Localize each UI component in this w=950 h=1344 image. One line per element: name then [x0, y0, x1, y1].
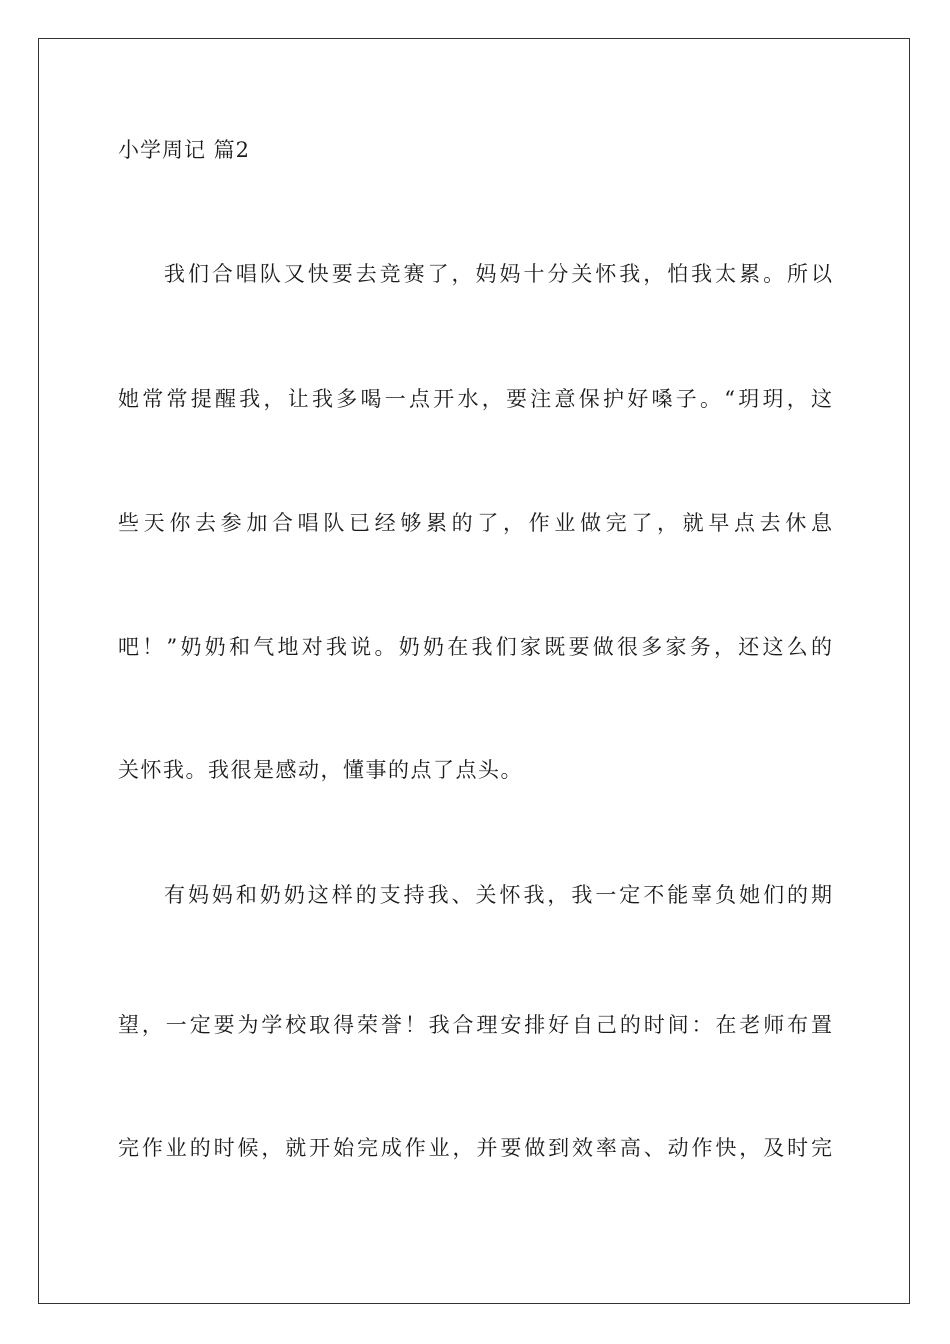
page-border — [38, 38, 910, 1304]
paragraph-1-line-1: 我们合唱队又快要去竞赛了，妈妈十分关怀我，怕我太累。所以 — [164, 262, 832, 286]
paragraph-2-line-2: 望，一定要为学校取得荣誉！我合理安排好自己的时间：在老师布置 — [118, 1013, 832, 1037]
paragraph-1-line-3: 些天你去参加合唱队已经够累的了，作业做完了，就早点去休息 — [118, 511, 832, 535]
paragraph-2-line-1: 有妈妈和奶奶这样的支持我、关怀我，我一定不能辜负她们的期 — [164, 883, 832, 907]
paragraph-1-line-4: 吧！”奶奶和气地对我说。奶奶在我们家既要做很多家务，还这么的 — [118, 635, 832, 659]
paragraph-1-line-2: 她常常提醒我，让我多喝一点开水，要注意保护好嗓子。“玥玥，这 — [118, 387, 832, 411]
paragraph-1-line-5: 关怀我。我很是感动，懂事的点了点头。 — [118, 758, 523, 782]
paragraph-2-line-3: 完作业的时候，就开始完成作业，并要做到效率高、动作快，及时完 — [118, 1136, 832, 1160]
document-title: 小学周记 篇2 — [118, 138, 251, 162]
